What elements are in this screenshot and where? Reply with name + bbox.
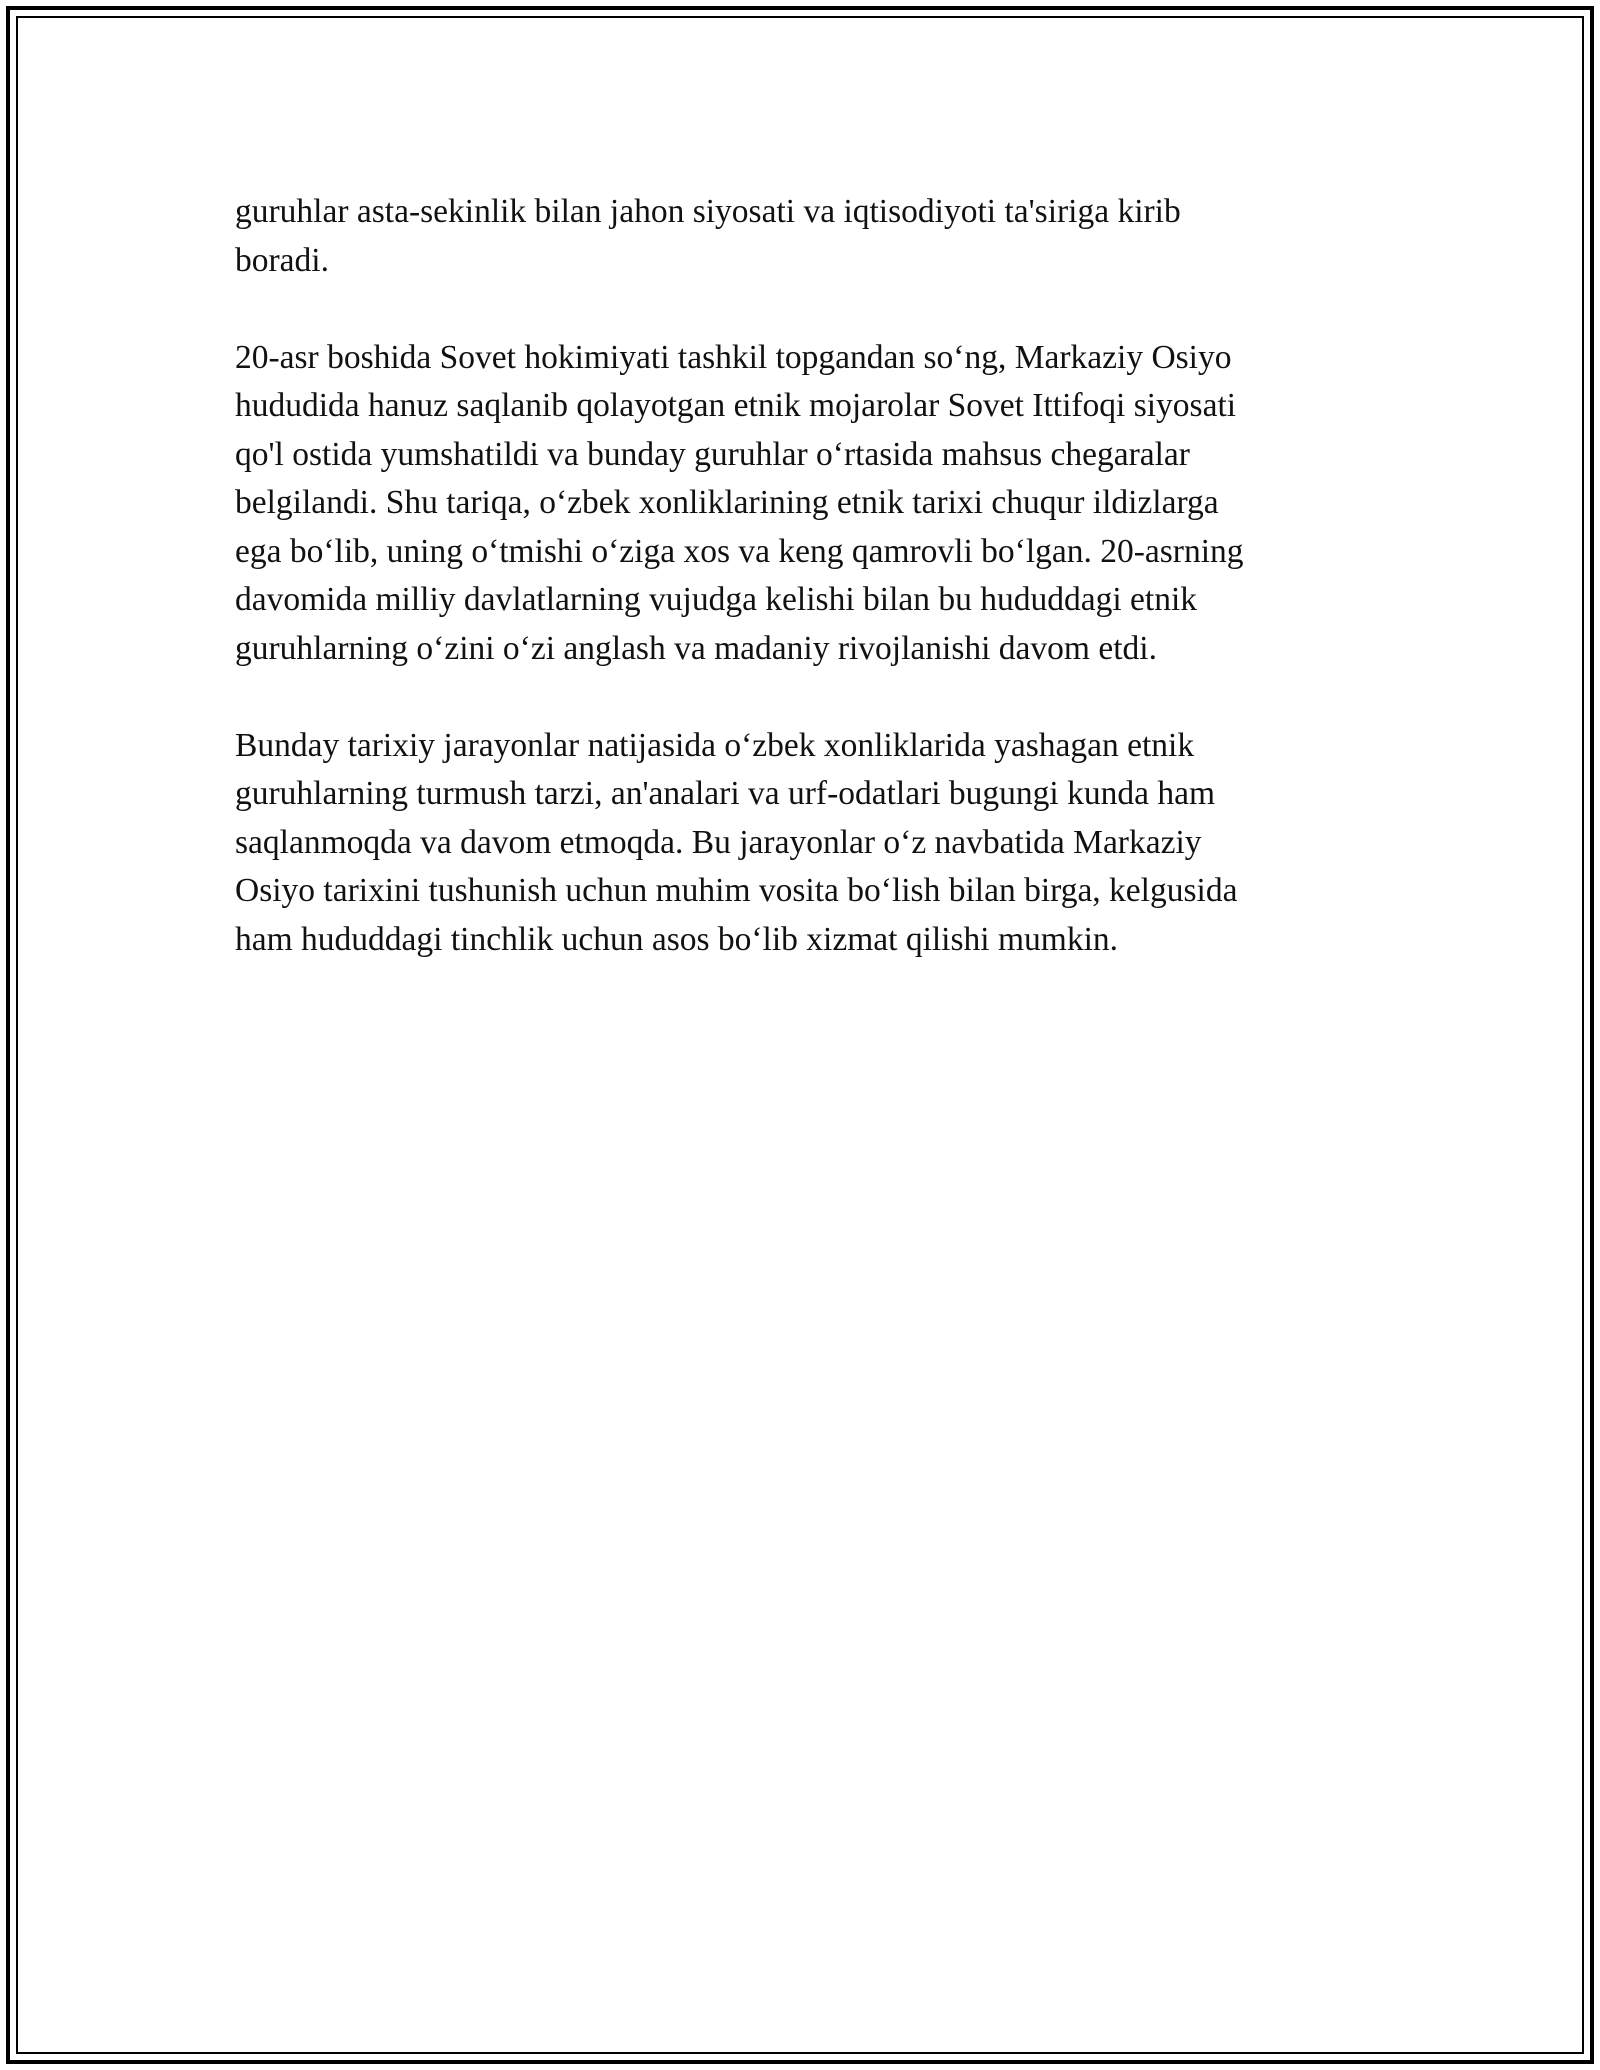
document-body (235, 188, 1365, 1013)
paragraph-1: guruhlar asta-sekinlik bilan jahon siyosati va iqtisodiyoti ta'siriga kirib boradi. (235, 193, 1181, 279)
paragraph-2: 20-asr boshida Sovet hokimiyati tashkil topgandan so‘ng, Markaziy Osiyo hududida hanuz saqlanib qolayotgan etnik mojarolar Sovet Ittifoqi siyosati qo'l ostida yumshatildi va bunday guruhlar o‘rtasida mahsus chegaralar belgilandi. Shu tariqa, o‘zbek xonliklarining etnik tarixi chuqur ildizlarga ega bo‘lib, uning o‘tmishi o‘ziga xos va keng qamrovli bo‘lgan. 20-asrning davomida milliy davlatlarning vujudga kelishi bilan bu hududdagi etnik guruhlarning o‘zini o‘zi anglash va madaniy rivojlanishi davom etdi. (235, 338, 1244, 667)
paragraph-3: Bunday tarixiy jarayonlar natijasida o‘zbek xonliklarida yashagan etnik guruhlarning turmush tarzi, an'analari va urf-odatlari bugungi kunda ham saqlanmoqda va davom etmoqda. Bu jarayonlar o‘z navbatida Markaziy Osiyo tarixini tushunish uchun muhim vosita bo‘lish bilan birga, kelgusida ham hududdagi tinchlik uchun asos bo‘lib xizmat qilishi mumkin. (235, 726, 1238, 958)
